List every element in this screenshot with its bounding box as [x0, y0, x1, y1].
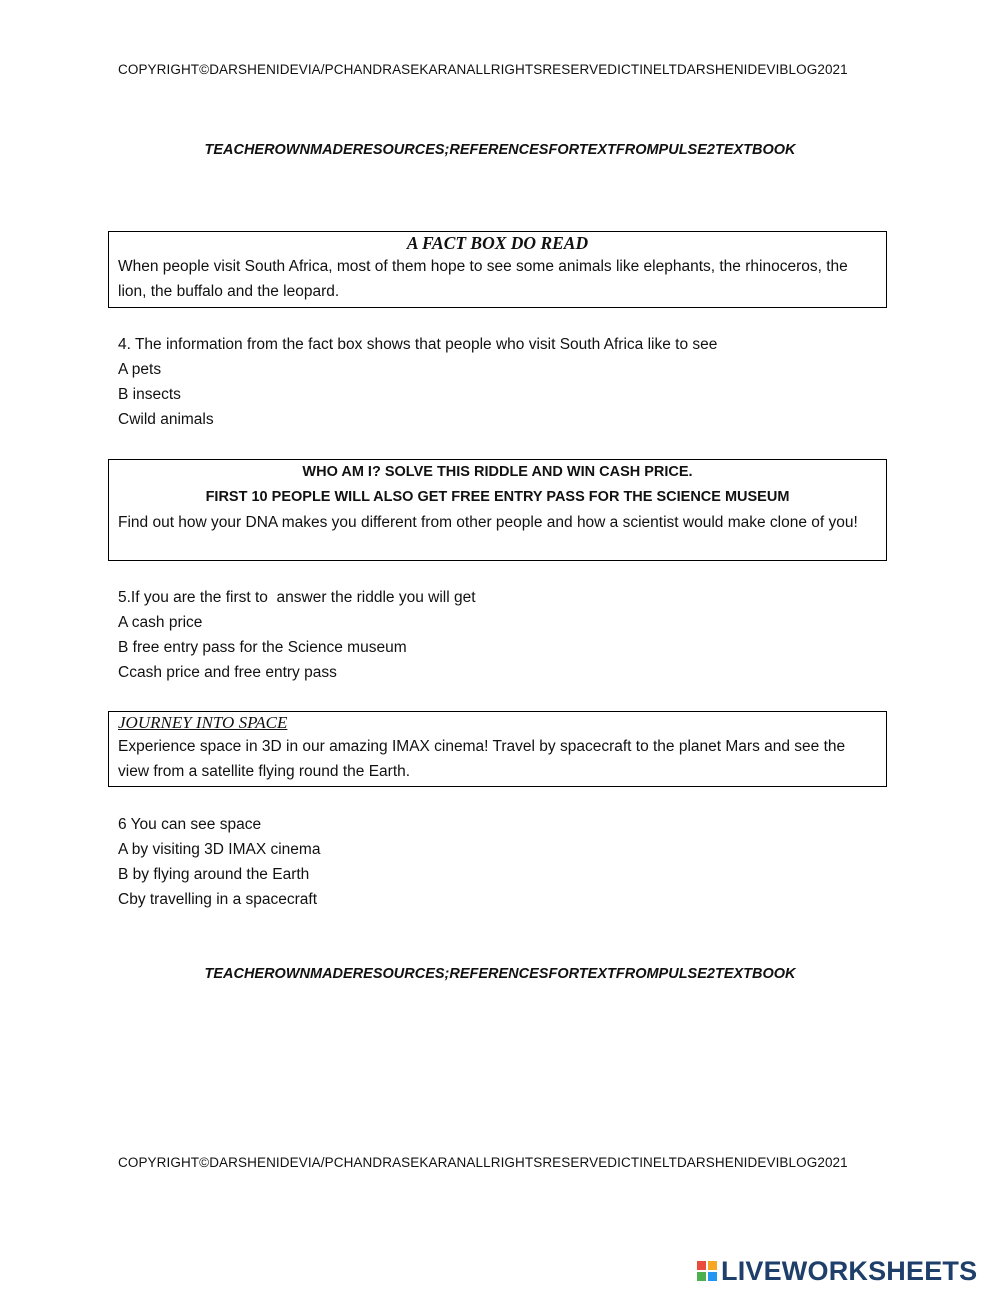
- question-5-prompt: 5.If you are the first to answer the riddle you will get: [118, 589, 476, 606]
- fact-box-text: When people visit South Africa, most of them hope to see some animals like elephants, the rhinoceros, the lion, the buffalo and the leopard.: [118, 258, 848, 300]
- logo-block-red: [697, 1261, 706, 1270]
- question-6: [118, 812, 320, 912]
- fact-box: [108, 231, 887, 308]
- footer-copyright: COPYRIGHT©DARSHENIDEVIA/PCHANDRASEKARANALLRIGHTSRESERVEDICTINELTDARSHENIDEVIBLOG2021: [118, 1155, 848, 1170]
- liveworksheets-logo[interactable]: [697, 1256, 977, 1286]
- question-4: [118, 332, 717, 432]
- question-6-prompt: 6 You can see space: [118, 816, 262, 833]
- space-box-text: Experience space in 3D in our amazing IMAX cinema! Travel by spacecraft to the planet Mars and see the view from a satellite flying round the Earth.: [118, 738, 846, 780]
- riddle-box: [108, 459, 887, 561]
- logo-block-orange: [708, 1261, 717, 1270]
- header-teacher-note: TEACHEROWNMADERESOURCES;REFERENCESFORTEXTFROMPULSE2TEXTBOOK: [204, 142, 796, 158]
- question-4-prompt: 4. The information from the fact box shows that people who visit South Africa like to see: [118, 336, 718, 353]
- logo-text: LIVEWORKSHEETS: [721, 1256, 978, 1286]
- question-6-option-b[interactable]: B by flying around the Earth: [118, 866, 310, 883]
- header-copyright: COPYRIGHT©DARSHENIDEVIA/PCHANDRASEKARANALLRIGHTSRESERVEDICTINELTDARSHENIDEVIBLOG2021: [118, 62, 848, 77]
- riddle-box-text: Find out how your DNA makes you different from other people and how a scientist would make clone of you!: [118, 514, 858, 531]
- fact-box-title: A FACT BOX DO READ: [406, 233, 589, 253]
- question-5-option-c[interactable]: Ccash price and free entry pass: [118, 664, 337, 681]
- riddle-box-line2: FIRST 10 PEOPLE WILL ALSO GET FREE ENTRY PASS FOR THE SCIENCE MUSEUM: [205, 489, 790, 505]
- space-box-title: JOURNEY INTO SPACE: [118, 713, 288, 732]
- footer-teacher-note: TEACHEROWNMADERESOURCES;REFERENCESFORTEXTFROMPULSE2TEXTBOOK: [204, 966, 796, 982]
- space-box: [108, 711, 887, 787]
- question-4-option-b[interactable]: B insects: [118, 386, 181, 403]
- riddle-box-line1: WHO AM I? SOLVE THIS RIDDLE AND WIN CASH PRICE.: [302, 464, 693, 480]
- question-4-option-a[interactable]: A pets: [118, 361, 162, 378]
- question-5: [118, 585, 476, 685]
- question-5-option-a[interactable]: A cash price: [118, 614, 203, 631]
- question-6-option-a[interactable]: A by visiting 3D IMAX cinema: [118, 841, 321, 858]
- question-4-option-c[interactable]: Cwild animals: [118, 411, 214, 428]
- logo-blocks-icon: [697, 1261, 717, 1281]
- logo-block-blue: [708, 1272, 717, 1281]
- logo-block-green: [697, 1272, 706, 1281]
- question-6-option-c[interactable]: Cby travelling in a spacecraft: [118, 891, 318, 908]
- question-5-option-b[interactable]: B free entry pass for the Science museum: [118, 639, 407, 656]
